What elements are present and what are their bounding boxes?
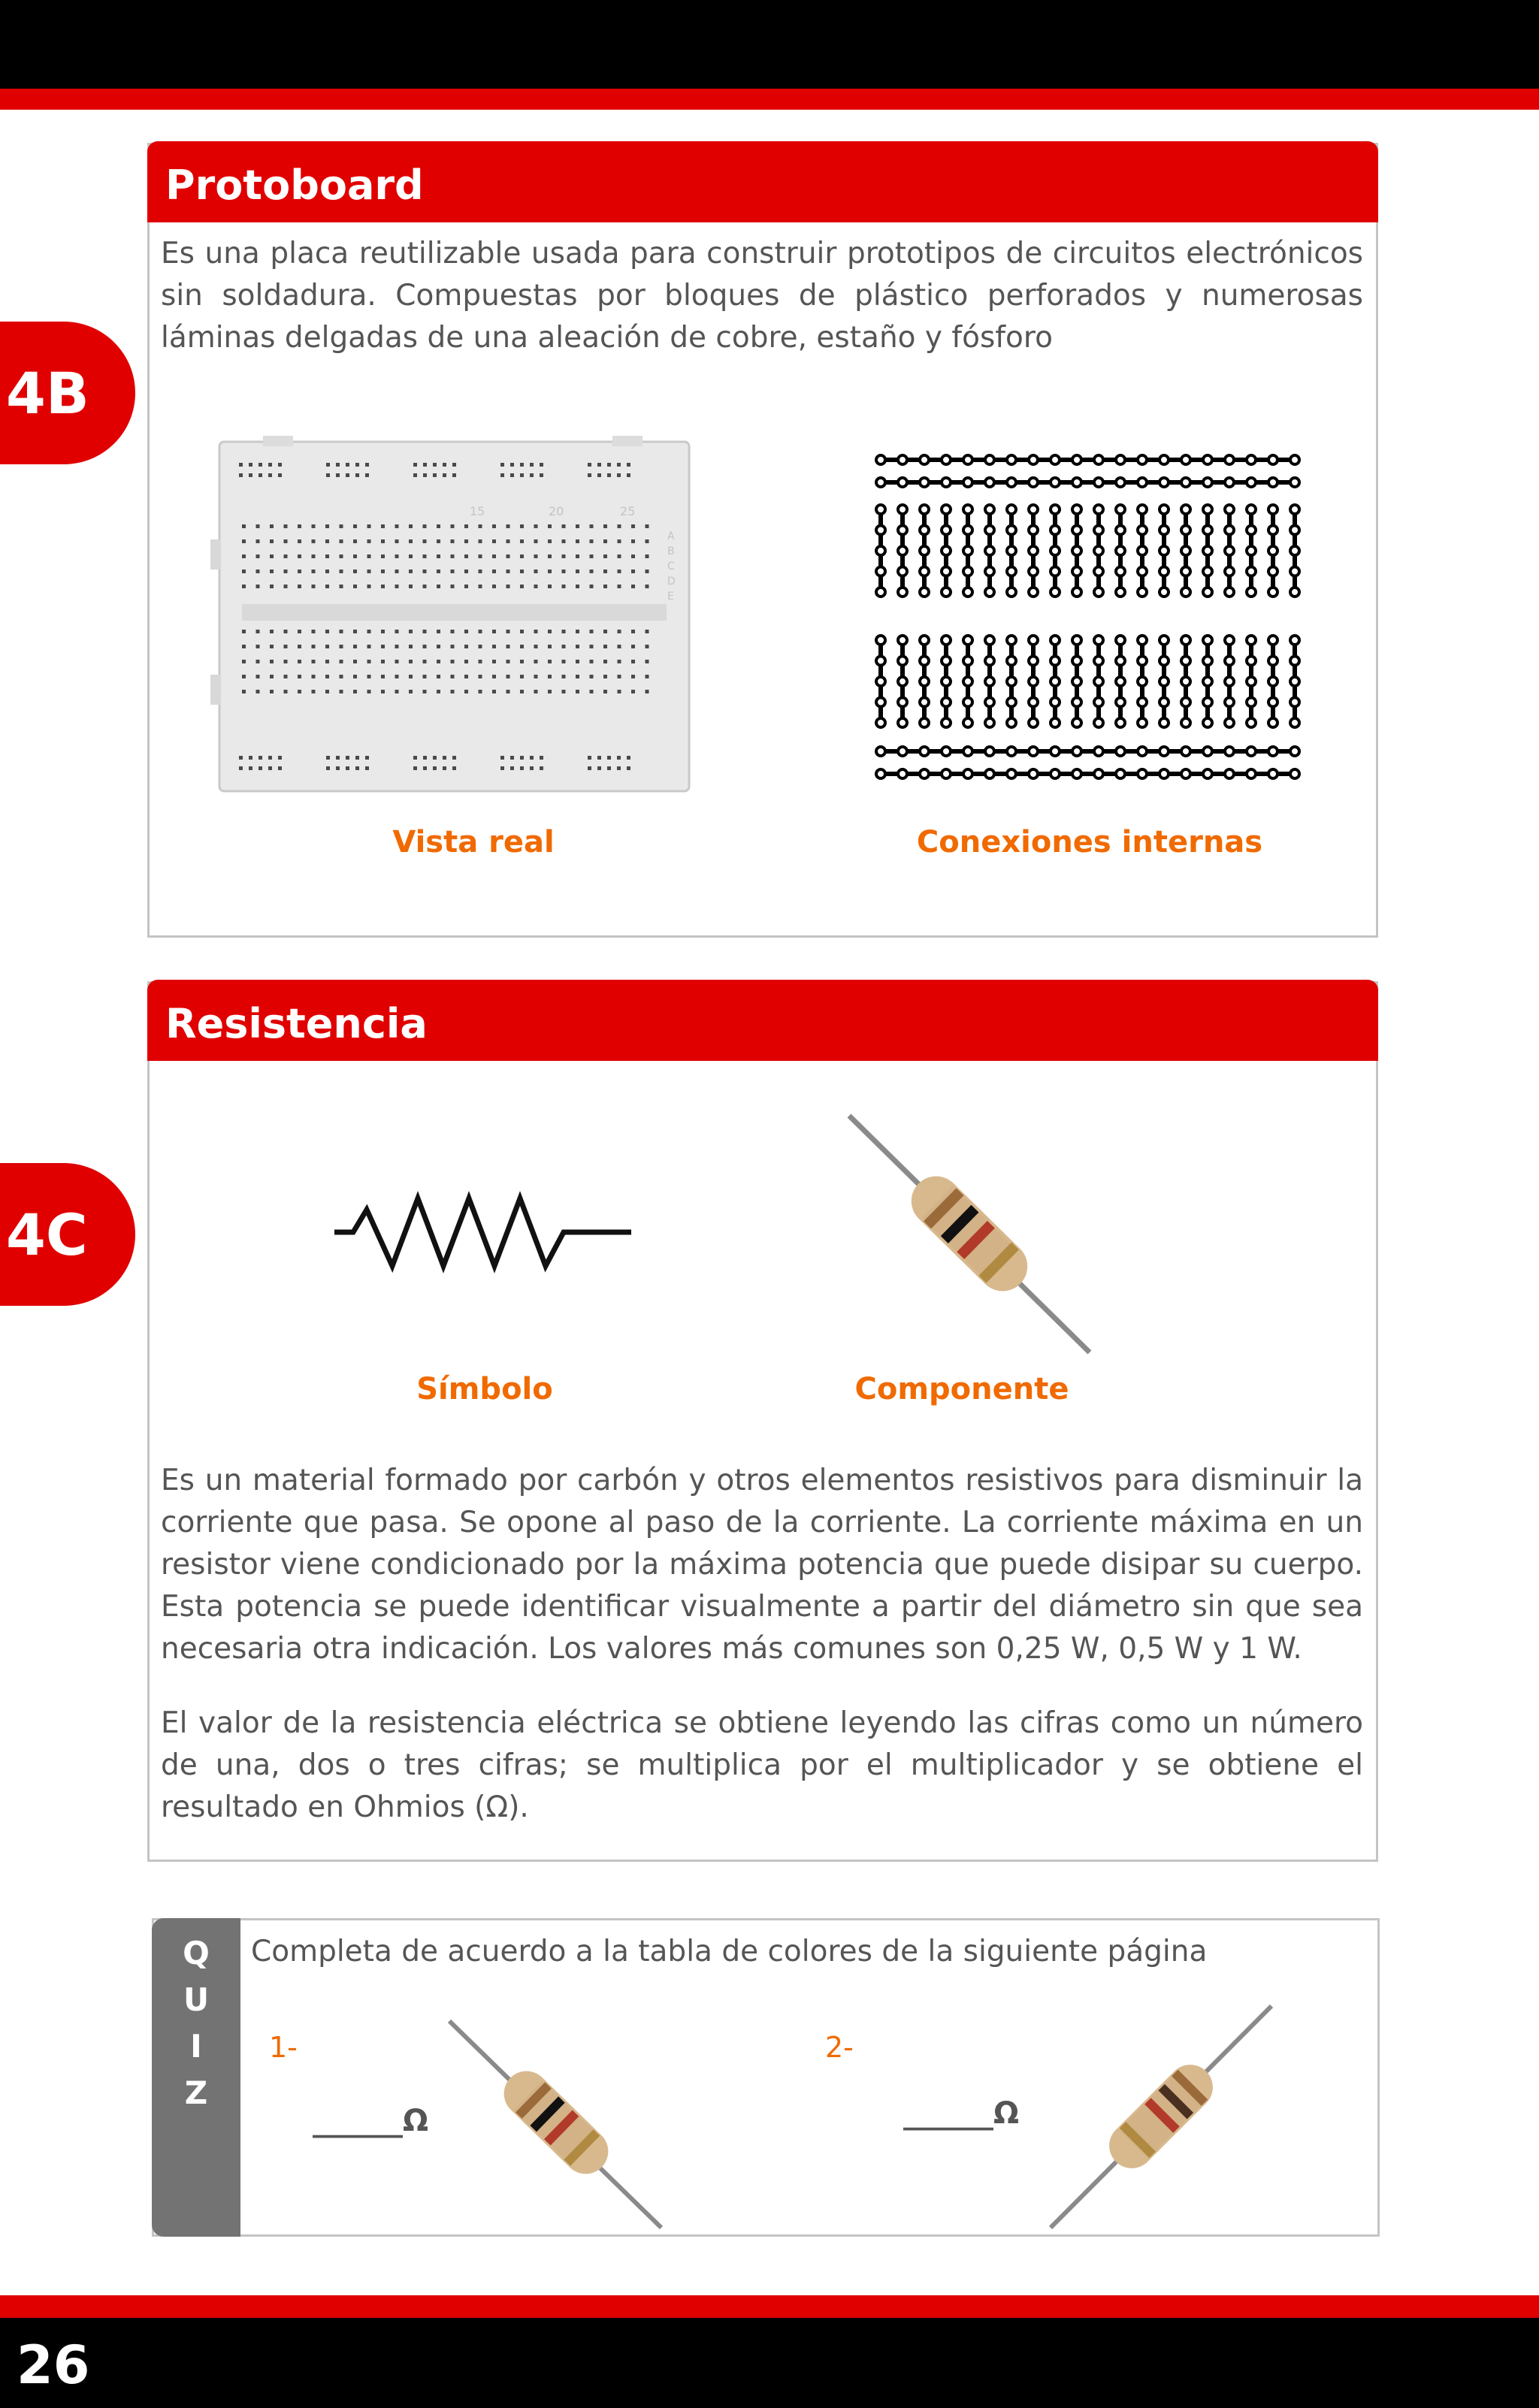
- connection-strips: [876, 455, 1299, 778]
- resistencia-paragraph-1: Es un material formado por carbón y otros elementos resistivos para disminuir la corriente que pasa. Se opone al paso de la corriente. La corriente máxima en un resistor viene condicionado por la máxima potencia que puede disipar su cuerpo. Esta potencia se puede identificar visualmente a partir del diámetro sin que sea necesaria otra indicación. Los valores más comunes son 0,25 W, 0,5 W y 1 W.: [161, 1464, 1363, 1666]
- row-letter-a: A: [667, 530, 675, 542]
- quiz-item-1-label: 1-: [269, 2031, 298, 2064]
- resistor-component-image: [842, 1112, 1097, 1360]
- section-tab-4b: 4B: [0, 322, 135, 464]
- breadboard-connections-diagram: [864, 443, 1323, 789]
- caption-componente: Componente: [854, 1372, 1069, 1406]
- column-number-15: 15: [470, 504, 485, 518]
- protoboard-title: Protoboard: [147, 141, 1378, 222]
- quiz-answer-blank-1[interactable]: ______Ω: [313, 2104, 429, 2138]
- section-tab-4c: 4C: [0, 1163, 135, 1306]
- quiz-resistor-2-image: [1045, 2002, 1277, 2231]
- caption-simbolo: Símbolo: [416, 1372, 553, 1406]
- caption-vista-real: Vista real: [392, 825, 555, 860]
- quiz-answer-blank-2[interactable]: ______Ω: [903, 2096, 1020, 2131]
- top-black-bar: [0, 0, 1539, 89]
- protoboard-description: Es una placa reutilizable usada para construir prototipos de circuitos electrónicos sin soldadura. Compuestas por bloques de plástico perforados y numerosas láminas delgadas de una aleación de cobre, estaño y fósforo: [161, 237, 1363, 355]
- bottom-red-stripe: [0, 2295, 1539, 2318]
- column-number-25: 25: [620, 504, 636, 518]
- row-letter-b: B: [667, 545, 675, 557]
- resistencia-paragraph-2: El valor de la resistencia eléctrica se obtiene leyendo las cifras como un número de una, dos o tres cifras; se multiplica por el multiplicador y se obtiene el resultado en Ohmios (Ω).: [161, 1706, 1363, 1824]
- quiz-item-2-label: 2-: [825, 2031, 854, 2064]
- quiz-letter-i: I: [190, 2028, 202, 2065]
- quiz-letter-u: U: [183, 1981, 210, 2018]
- bottom-black-bar: [0, 2318, 1539, 2408]
- row-letter-d: D: [667, 576, 676, 588]
- caption-conexiones-internas: Conexiones internas: [916, 825, 1263, 860]
- row-letter-e: E: [667, 591, 674, 603]
- resistor-symbol-icon: [331, 1187, 631, 1277]
- resistencia-title: Resistencia: [147, 980, 1378, 1061]
- quiz-instruction: Completa de acuerdo a la tabla de colores de la siguiente página: [251, 1935, 1208, 1968]
- quiz-letter-q: Q: [183, 1935, 210, 1971]
- column-number-20: 20: [549, 504, 564, 518]
- quiz-letter-z: Z: [184, 2074, 208, 2111]
- top-red-stripe: [0, 89, 1539, 110]
- page-number: 26: [17, 2334, 90, 2396]
- breadboard-photo: [210, 427, 699, 802]
- quiz-resistor-1-image: [443, 2017, 669, 2231]
- row-letter-c: C: [667, 560, 675, 573]
